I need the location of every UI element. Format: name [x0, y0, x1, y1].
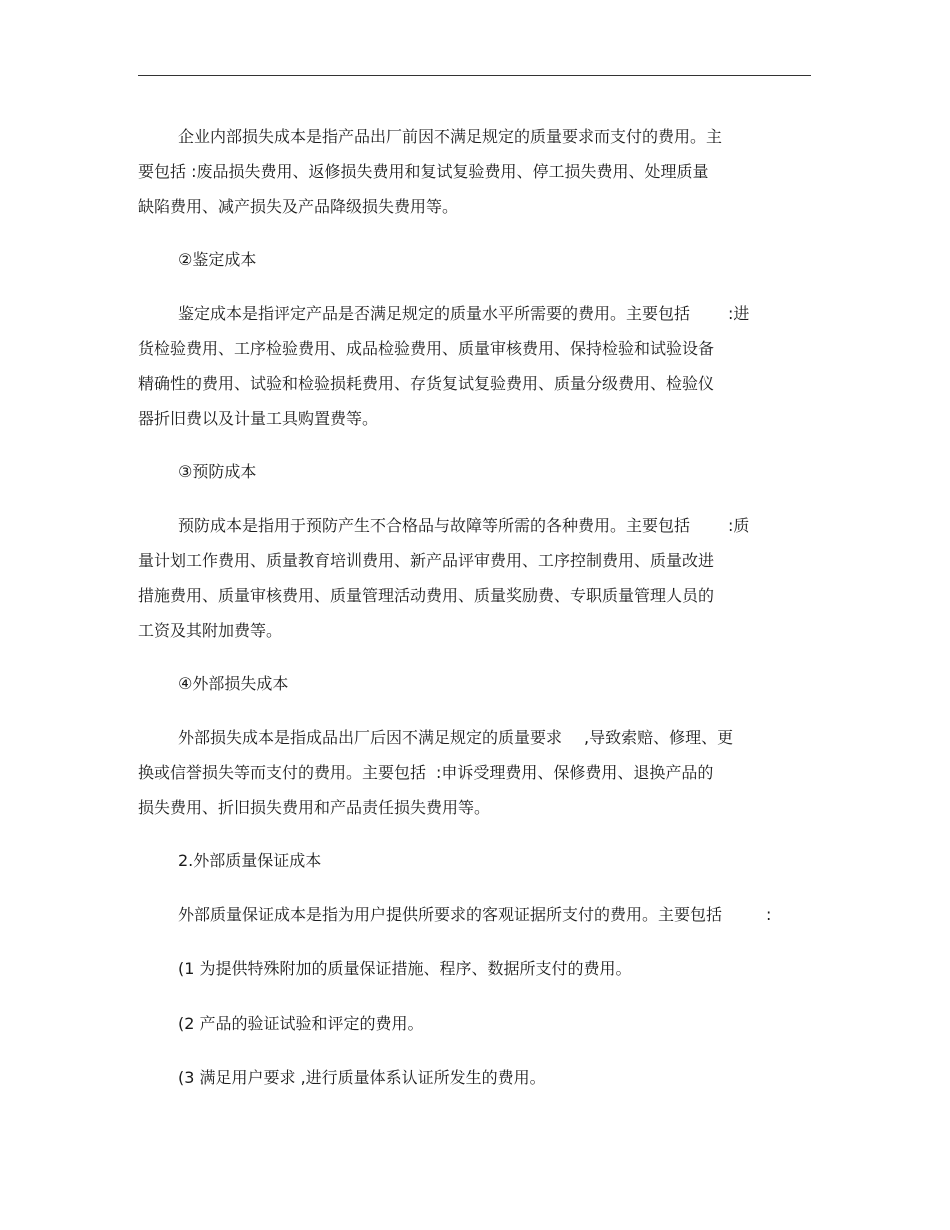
- header-rule: [138, 75, 811, 76]
- heading-text: ④外部损失成本: [178, 674, 289, 693]
- text-segment: 预防成本是指用于预防产生不合格品与故障等所需的各种费用。主要包括: [178, 516, 691, 535]
- section-heading-prevention: [138, 454, 818, 489]
- section-heading-external-assurance: [138, 843, 818, 878]
- text-line: [138, 755, 818, 790]
- list-item: [138, 1006, 818, 1041]
- text-line: 量计划工作费用、质量教育培训费用、新产品评审费用、工序控制费用、质量改进: [138, 551, 715, 570]
- paragraph-external-loss: [138, 720, 818, 825]
- heading-text: 2.外部质量保证成本: [178, 851, 322, 870]
- text-line: 企业内部损失成本是指产品出厂前因不满足规定的质量要求而支付的费用。主: [178, 127, 723, 146]
- text-line: [138, 508, 818, 543]
- list-item-text: (2 产品的验证试验和评定的费用。: [178, 1014, 424, 1033]
- text-segment: :: [766, 905, 772, 924]
- text-line: [138, 296, 818, 331]
- heading-text: ③预防成本: [178, 462, 257, 481]
- text-line: 缺陷费用、减产损失及产品降级损失费用等。: [138, 197, 459, 216]
- text-line: 货检验费用、工序检验费用、成品检验费用、质量审核费用、保持检验和试验设备: [138, 339, 715, 358]
- text-segment: :进: [728, 304, 750, 323]
- section-heading-external-loss: [138, 666, 818, 701]
- text-line: 工资及其附加费等。: [138, 621, 283, 640]
- section-heading-appraisal: [138, 242, 818, 277]
- list-item: [138, 951, 818, 986]
- paragraph-appraisal: [138, 296, 818, 436]
- text-segment: 换或信誉损失等而支付的费用。主要包括: [138, 763, 427, 782]
- list-item-text: (3 满足用户要求 ,进行质量体系认证所发生的费用。: [178, 1068, 546, 1087]
- text-segment: :申诉受理费用、保修费用、退换产品的: [436, 763, 714, 782]
- text-segment: 鉴定成本是指评定产品是否满足规定的质量水平所需要的费用。主要包括: [178, 304, 691, 323]
- list-item: [138, 1060, 818, 1095]
- text-line: 精确性的费用、试验和检验损耗费用、存货复试复验费用、质量分级费用、检验仪: [138, 374, 715, 393]
- paragraph-prevention: [138, 508, 818, 648]
- text-segment: 外部质量保证成本是指为用户提供所要求的客观证据所支付的费用。主要包括: [178, 905, 723, 924]
- text-line: [138, 897, 818, 932]
- text-line: 损失费用、折旧损失费用和产品责任损失费用等。: [138, 798, 491, 817]
- heading-text: ②鉴定成本: [178, 250, 257, 269]
- text-line: [138, 720, 818, 755]
- text-segment: ,导致索赔、修理、更: [584, 728, 734, 747]
- text-line: 器折旧费以及计量工具购置费等。: [138, 409, 379, 428]
- list-item-text: (1 为提供特殊附加的质量保证措施、程序、数据所支付的费用。: [178, 959, 632, 978]
- text-line: 措施费用、质量审核费用、质量管理活动费用、质量奖励费、专职质量管理人员的: [138, 586, 715, 605]
- paragraph-internal-loss: [138, 119, 818, 224]
- text-segment: 外部损失成本是指成品出厂后因不满足规定的质量要求: [178, 728, 563, 747]
- paragraph-external-assurance: [138, 897, 818, 932]
- text-line: 要包括 :废品损失费用、返修损失费用和复试复验费用、停工损失费用、处理质量: [138, 162, 709, 181]
- text-segment: :质: [728, 516, 750, 535]
